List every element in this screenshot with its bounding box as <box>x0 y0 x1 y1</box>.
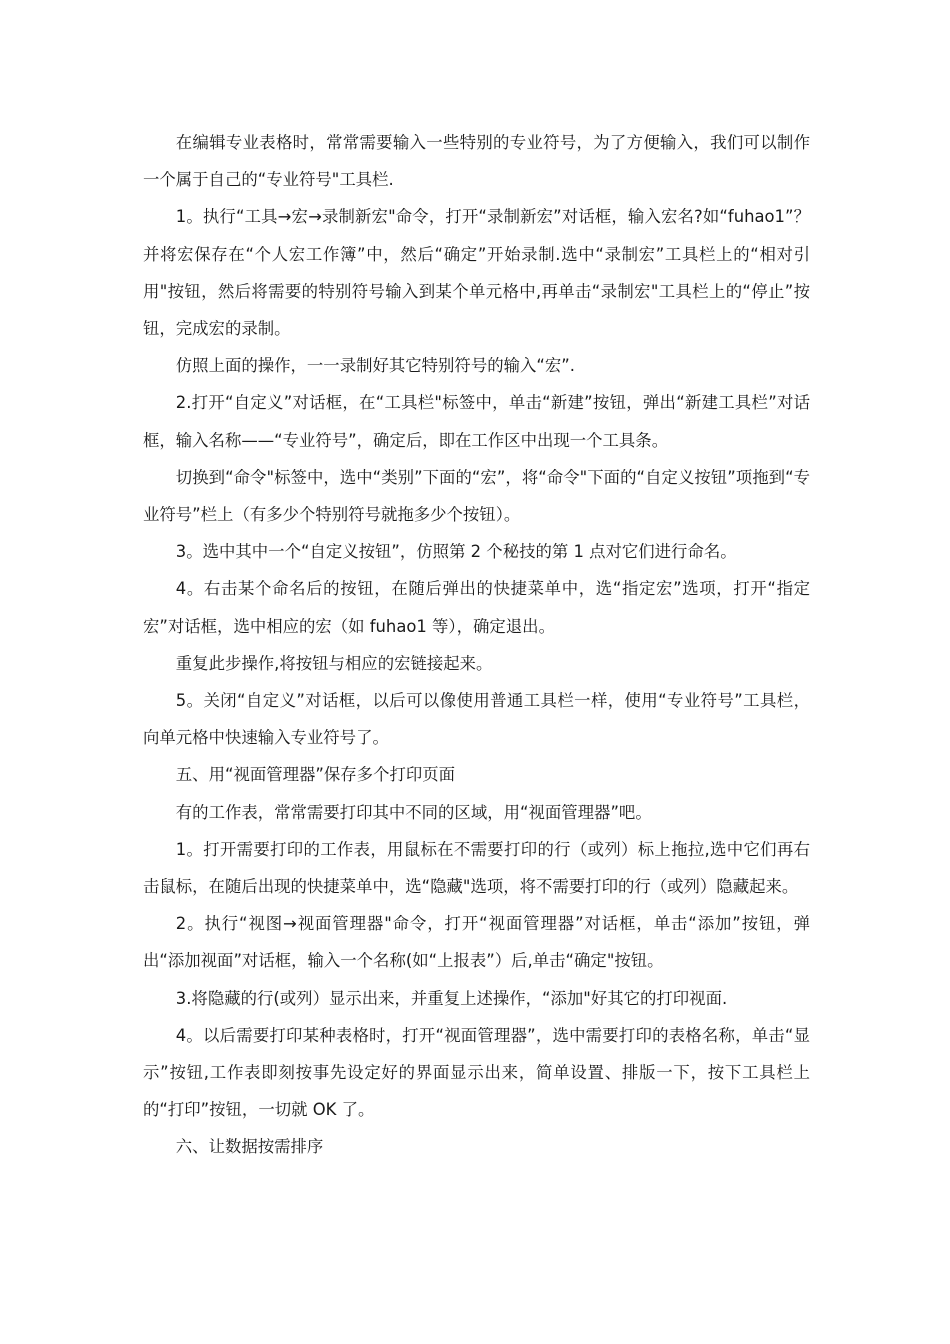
paragraph-step-5-close: 5。关闭“自定义”对话框，以后可以像使用普通工具栏一样，使用“专业符号”工具栏，向单元格中快速输入专业符号了。 <box>143 691 810 748</box>
paragraph-step-3-rename: 3。选中其中一个“自定义按钮”，仿照第 2 个秘技的第 1 点对它们进行命名。 <box>175 542 737 562</box>
paragraph-view-step-4: 4。以后需要打印某种表格时，打开“视面管理器”，选中需要打印的表格名称，单击“显示”按钮,工作表即刻按事先设定好的界面显示出来，简单设置、排版一下，按下工具栏上的“打印”按钮，一切就 OK 了。 <box>143 1025 810 1120</box>
paragraph-view-step-3: 3.将隐藏的行(或列）显示出来，并重复上述操作，“添加"好其它的打印视面. <box>175 988 728 1008</box>
paragraph-repeat-link: 重复此步操作,将按钮与相应的宏链接起来。 <box>175 653 493 673</box>
paragraph-view-manager-intro: 有的工作表，常常需要打印其中不同的区域，用“视面管理器”吧。 <box>175 802 652 822</box>
paragraph-drag-buttons: 切换到“命令"标签中，选中“类别”下面的“宏”，将“命令"下面的“自定义按钮”项拖到“专业符号”栏上（有多少个特别符号就拖多少个按钮）。 <box>143 467 810 525</box>
paragraph-view-step-1: 1。打开需要打印的工作表，用鼠标在不需要打印的行（或列）标上拖拉,选中它们再右击鼠标，在随后出现的快捷菜单中，选“隐藏"选项，将不需要打印的行（或列）隐藏起来。 <box>143 839 810 897</box>
paragraph-step-4-assign-macro: 4。右击某个命名后的按钮，在随后弹出的快捷菜单中，选“指定宏”选项，打开“指定宏”对话框，选中相应的宏（如 fuhao1 等），确定退出。 <box>143 579 810 636</box>
document-body <box>143 124 810 1166</box>
paragraph-intro: 在编辑专业表格时，常常需要输入一些特别的专业符号，为了方便输入，我们可以制作一个属于自己的“专业符号"工具栏. <box>143 133 810 190</box>
paragraph-step-2-new-toolbar: 2.打开“自定义”对话框，在“工具栏"标签中，单击“新建”按钮，弹出“新建工具栏”对话框，输入名称——“专业符号”，确定后，即在工作区中出现一个工具条。 <box>143 393 810 450</box>
paragraph-view-step-2: 2。执行“视图→视面管理器"命令，打开“视面管理器”对话框，单击“添加”按钮，弹出“添加视面”对话框，输入一个名称(如“上报表”）后,单击“确定"按钮。 <box>143 914 810 971</box>
paragraph-step-1-record-macro: 1。执行“工具→宏→录制新宏"命令，打开“录制新宏”对话框，输入宏名?如“fuhao1”？并将宏保存在“个人宏工作簿”中，然后“确定”开始录制.选中“录制宏”工具栏上的“相对引用"按钮，然后将需要的特别符号输入到某个单元格中,再单击“录制宏"工具栏上的“停止”按钮，完成宏的录制。 <box>143 207 810 339</box>
section-heading-six: 六、让数据按需排序 <box>175 1137 324 1157</box>
paragraph-repeat-record: 仿照上面的操作，一一录制好其它特别符号的输入“宏”. <box>175 356 575 376</box>
section-heading-five: 五、用“视面管理器”保存多个打印页面 <box>175 765 456 785</box>
